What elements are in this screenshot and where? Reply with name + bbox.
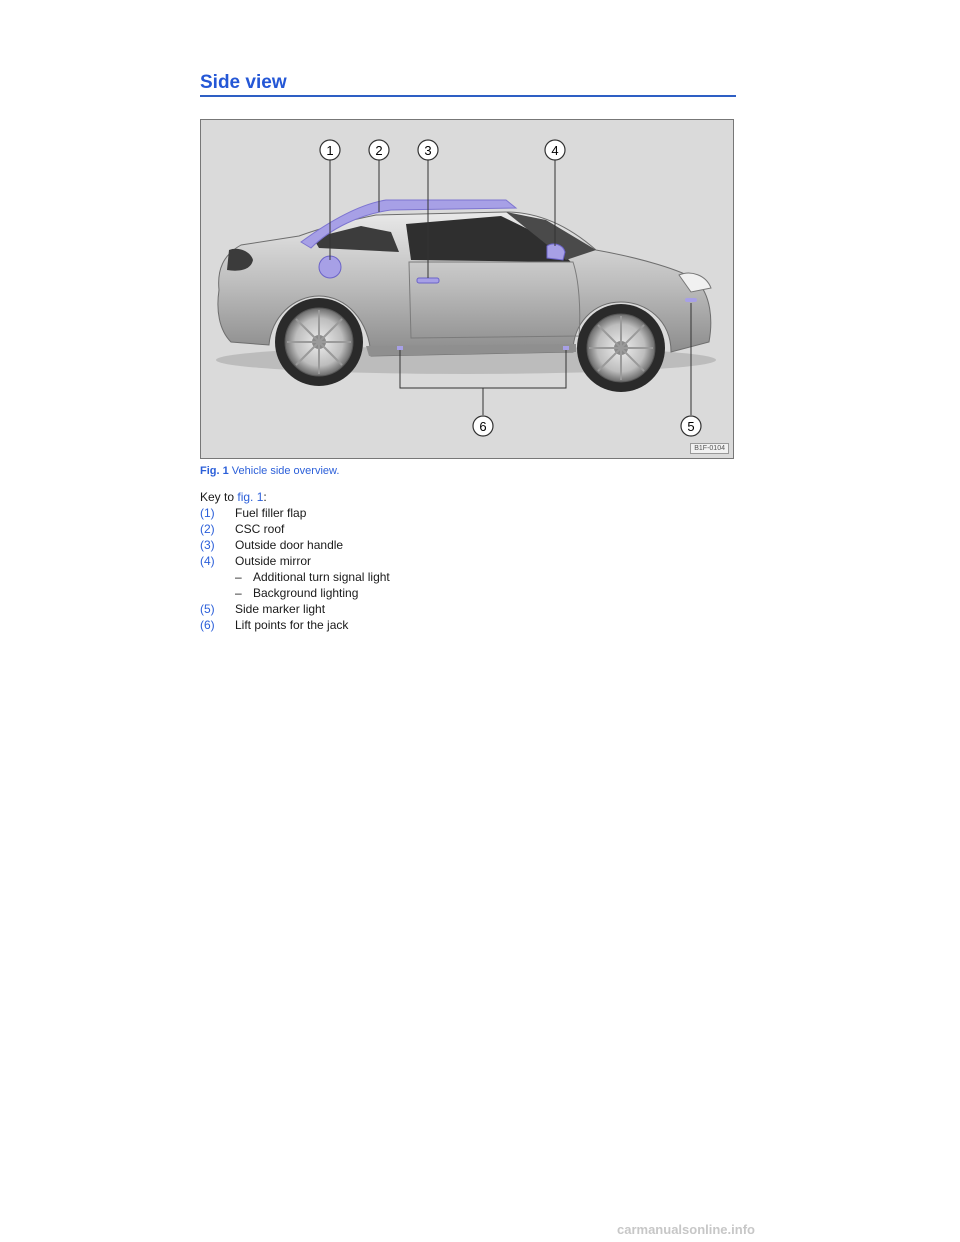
key-text: Side marker light <box>235 602 326 616</box>
key-dash: – <box>235 586 242 600</box>
jack-point-rear <box>563 346 569 350</box>
svg-text:3: 3 <box>424 143 432 158</box>
key-intro-text: Key to <box>200 490 235 504</box>
figure-label: Fig. 1 <box>200 465 229 477</box>
svg-text:6: 6 <box>479 419 487 434</box>
key-text: Background lighting <box>253 586 359 600</box>
figure-caption-text: Vehicle side overview. <box>231 465 340 477</box>
figure-caption <box>200 465 339 477</box>
callout-2 <box>369 140 389 160</box>
svg-text:5: 5 <box>687 419 695 434</box>
callout-1 <box>320 140 340 160</box>
car-illustration <box>201 120 733 458</box>
callout-5 <box>681 416 701 436</box>
key-text: Fuel filler flap <box>235 506 307 520</box>
callout-6 <box>473 416 493 436</box>
key-number: (1) <box>200 506 215 520</box>
key-text: Outside mirror <box>235 554 312 568</box>
key-number: (5) <box>200 602 215 616</box>
vehicle-side-figure <box>200 119 734 459</box>
svg-text:1: 1 <box>326 143 334 158</box>
key-intro-colon: : <box>263 490 267 504</box>
key-item <box>200 601 390 617</box>
svg-text:2: 2 <box>375 143 383 158</box>
key-subitem <box>200 569 390 585</box>
key-item <box>200 537 390 553</box>
key-item <box>200 521 390 537</box>
key-item <box>200 553 390 569</box>
key-subitem <box>200 585 390 601</box>
key-text: Additional turn signal light <box>253 570 390 584</box>
key-intro <box>200 490 267 504</box>
watermark: carmanualsonline.info <box>617 1222 755 1237</box>
key-list <box>200 505 390 633</box>
side-marker-highlight <box>685 298 697 302</box>
callout-4 <box>545 140 565 160</box>
key-text: CSC roof <box>235 522 285 536</box>
key-number: (3) <box>200 538 215 552</box>
key-text: Lift points for the jack <box>235 618 349 632</box>
key-item <box>200 505 390 521</box>
door-handle-highlight <box>417 278 439 283</box>
figure-code: B1F-0104 <box>690 443 729 454</box>
title-rule <box>200 95 736 97</box>
page-title: Side view <box>200 72 287 93</box>
jack-point-front <box>397 346 403 350</box>
key-item <box>200 617 390 633</box>
key-number: (6) <box>200 618 215 632</box>
key-dash: – <box>235 570 242 584</box>
svg-text:4: 4 <box>551 143 559 158</box>
figure-reference-link[interactable]: fig. 1 <box>237 490 264 504</box>
callout-3 <box>418 140 438 160</box>
key-text: Outside door handle <box>235 538 344 552</box>
key-number: (2) <box>200 522 215 536</box>
key-number: (4) <box>200 554 215 568</box>
